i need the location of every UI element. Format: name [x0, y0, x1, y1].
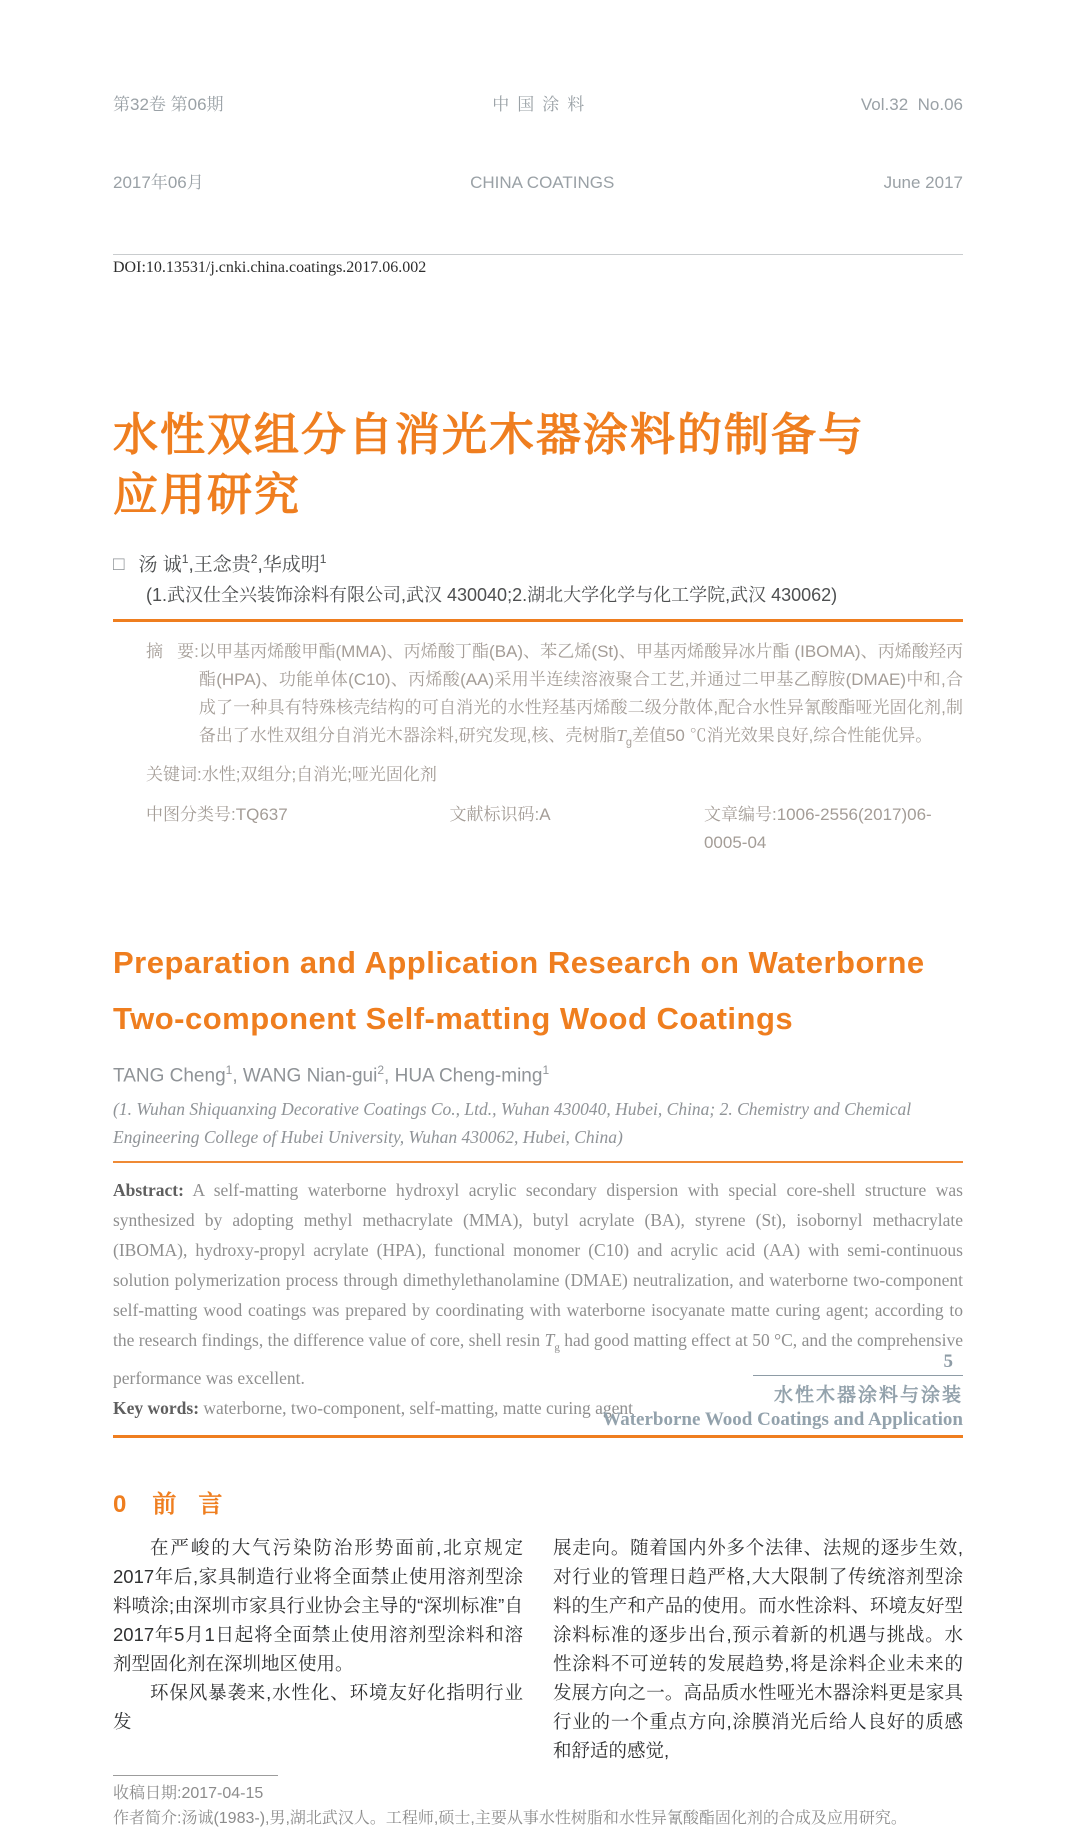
received-date: 2017-04-15 [181, 1784, 264, 1802]
keywords-cn-label: 关键词: [146, 764, 202, 784]
page-number: 5 [943, 1351, 953, 1372]
journal-volume-en: Vol.32 No.06 [860, 95, 963, 114]
author-cn-3-sup: 1 [319, 552, 327, 566]
footnote-rule [113, 1775, 278, 1776]
received-date-row [113, 1781, 963, 1806]
author-en-1: TANG Cheng [113, 1065, 226, 1087]
abstract-cn-part2: 差值50 ℃消光效果良好,综合性能优异。 [631, 726, 933, 746]
author-cn-3: 华成明 [262, 554, 320, 576]
author-en-2: WANG Nian-gui [242, 1065, 378, 1087]
journal-name-en: CHINA COATINGS [470, 173, 615, 192]
article-title-cn [113, 405, 963, 525]
abstract-cn [113, 638, 963, 856]
author-cn-2: 王念贵 [193, 554, 251, 576]
authors-en [113, 1063, 963, 1087]
keywords-cn: 水性;双组分;自消光;哑光固化剂 [201, 764, 437, 784]
abstract-en-part2: had good matting effect at 50 °C, and the comprehensive performance was excellent. [113, 1330, 963, 1388]
divider-orange-top [113, 619, 963, 622]
article-title-cn-line2: 应用研究 [113, 469, 302, 520]
abstract-cn-row [113, 638, 963, 756]
journal-name [470, 40, 614, 248]
divider-orange-mid [113, 1161, 963, 1163]
author-bio-label: 作者简介: [113, 1809, 182, 1827]
section-number: 0 [113, 1490, 127, 1518]
page-footer-rule [753, 1375, 963, 1376]
abstract-en-label: Abstract: [113, 1180, 184, 1201]
author-en-2-sup: 2 [377, 1062, 385, 1077]
journal-issue-en [861, 40, 963, 248]
doi: DOI:10.13531/j.cnki.china.coatings.2017.06.002 [113, 259, 427, 276]
journal-date-cn: 2017年06月 [113, 173, 204, 192]
keywords-en-label: Key words: [113, 1397, 200, 1418]
journal-date-en: June 2017 [883, 173, 963, 192]
clc-number [146, 801, 450, 857]
body-column-right [553, 1533, 963, 1765]
author-cn-1-sup: 1 [181, 552, 189, 566]
abstract-cn-part1: 以甲基丙烯酸甲酯(MMA)、丙烯酸丁酯(BA)、苯乙烯(St)、甲基丙烯酸异冰片酯 (IBOMA)、丙烯酸羟丙酯(HPA)、功能单体(C10)、丙烯酸(AA)采用半连续溶液聚合工艺,并通过二甲基乙醇胺(DMAE)中和,合成了一种具有特殊核壳结构的可自消光的水性羟基丙烯酸二级分散体,配合水性异氰酸酯哑光固化剂,制备出了水性双组分自消光木器涂料,研究发现,核、壳树脂 [198, 642, 963, 746]
author-bio: 汤诚(1983-),男,湖北武汉人。工程师,硕士,主要从事水性树脂和水性异氰酸酯固化剂的合成及应用研究。 [181, 1809, 907, 1827]
author-marker-square: □ [113, 554, 125, 576]
document-code [450, 801, 704, 857]
affiliation-en: (1. Wuhan Shiquanxing Decorative Coatings Co., Ltd., Wuhan 430040, Hubei, China; 2. Chemistry and Chemical Engineering College of Hubei University, Wuhan 430062, Hubei, China) [113, 1099, 912, 1148]
authors-cn [113, 545, 963, 579]
keywords-en: waterborne, two-component, self-matting, matte curing agent [199, 1397, 633, 1418]
body-paragraph: 展走向。随着国内外多个法律、法规的逐步生效,对行业的管理日趋严格,大大限制了传统溶剂型涂料的生产和产品的使用。而水性涂料、环境友好型涂料标准的逐步出台,预示着新的机遇与挑战。水性涂料不可逆转的发展趋势,将是涂料企业未来的发展方向之一。高品质水性哑光木器涂料更是家具行业的一个重点方向,涂膜消光后给人良好的质感和舒适的感觉, [553, 1536, 963, 1761]
author-cn-1: 汤 诚 [138, 554, 182, 576]
article-title-en [113, 935, 963, 1047]
author-cn-2-sup: 2 [250, 552, 258, 566]
classification-row [113, 801, 963, 857]
tg-symbol: T [544, 1330, 555, 1351]
journal-volume-cn: 第32卷 第06期 [113, 95, 224, 114]
clc-value: TQ637 [235, 804, 288, 824]
footnote [113, 1775, 963, 1831]
article-title-en-line2: Two-component Self-matting Wood Coatings [113, 1000, 794, 1036]
journal-name-cn: 中国涂料 [492, 95, 593, 114]
tg-subscript: g [625, 736, 632, 749]
tg-symbol: T [616, 726, 626, 746]
body-column-left [113, 1533, 523, 1765]
body-paragraph: 在严峻的大气污染防治形势面前,北京规定2017年后,家具制造行业将全面禁止使用溶剂型涂料喷涂;由深圳市家具行业协会主导的“深圳标准”自2017年5月1日起将全面禁止使用溶剂型涂料和溶剂型固化剂在深圳地区使用。 [113, 1536, 523, 1674]
body-paragraph: 环保风暴袭来,水性化、环境友好化指明行业发 [113, 1681, 523, 1732]
author-separator: , [232, 1065, 243, 1087]
author-separator: , [257, 554, 263, 576]
author-bio-row [113, 1806, 963, 1831]
body-columns [113, 1533, 963, 1765]
affiliation-cn: (1.武汉仕全兴装饰涂料有限公司,武汉 430040;2.湖北大学化学与化工学院,武汉 430062) [146, 585, 838, 606]
page-footer [602, 1351, 963, 1431]
article-title-cn-line1: 水性双组分自消光木器涂料的制备与 [113, 409, 866, 460]
abstract-en-part1: A self-matting waterborne hydroxyl acrylic secondary dispersion with special core-shell structure was synthesized by adopting methyl methacrylate (MMA), butyl acrylate (BA), styrene (St), isobornyl methacrylate (IBOMA), hydroxy-propyl acrylate (HPA), functional monomer (C10) and acrylic acid (AA) with semi-continuous solution polymerization process through dimethylethanolamine (DMAE) neutralization, and waterborne two-component self-matting wood coatings was prepared by coordinating with waterborne isocyanate matte curing agent; according to the research findings, the difference value of core, shell resin [113, 1180, 963, 1351]
clc-label: 中图分类号: [146, 804, 236, 824]
author-separator: , [188, 554, 194, 576]
abstract-cn-text [199, 638, 963, 756]
author-en-3-sup: 1 [542, 1062, 550, 1077]
document-code-label: 文献标识码: [449, 804, 540, 824]
author-separator: , [384, 1065, 395, 1087]
article-title-en-line1: Preparation and Application Research on Waterborne [113, 944, 925, 980]
author-en-1-sup: 1 [225, 1062, 233, 1077]
section-heading-intro [113, 1484, 963, 1519]
section-title: 前言 [152, 1490, 245, 1518]
column-title-cn: 水性木器涂料与涂装 [773, 1385, 963, 1406]
journal-issue-cn [113, 40, 224, 248]
document-code-value: A [539, 804, 551, 824]
column-title-en: Waterborne Wood Coatings and Application [602, 1409, 963, 1430]
article-id-label: 文章编号: [703, 804, 777, 824]
tg-subscript: g [554, 1341, 560, 1354]
author-en-3: HUA Cheng-ming [394, 1065, 543, 1087]
divider-orange-bottom [113, 1435, 963, 1438]
article-id [704, 801, 963, 857]
journal-header [113, 40, 963, 255]
abstract-cn-label: 摘 要: [146, 642, 199, 662]
keywords-cn-row [113, 761, 963, 789]
received-date-label: 收稿日期: [113, 1784, 182, 1802]
article-id-value: 1006-2556(2017)06-0005-04 [703, 804, 932, 852]
